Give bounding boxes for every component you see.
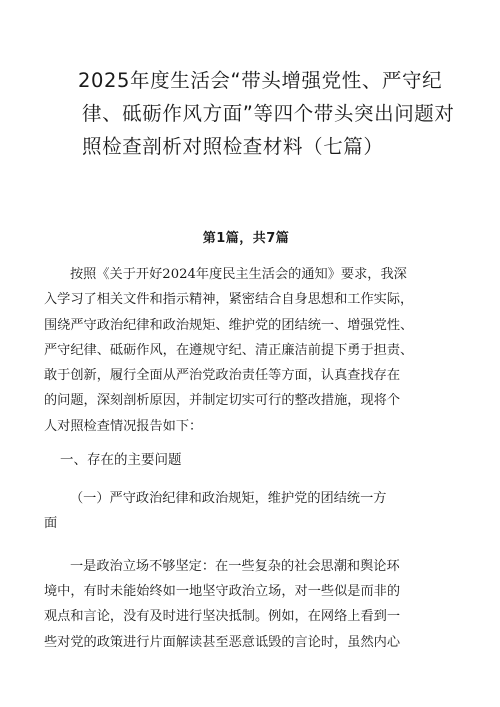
text-line: 一是政治立场不够坚定：在一些复杂的社会思潮和舆论环	[70, 558, 400, 574]
text-line: （一）严守政治纪律和政治规矩，维护党的团结统一方	[70, 491, 387, 507]
title-line: 照检查剖析对照检查材料（七篇）	[82, 135, 384, 158]
text-line: 入学习了相关文件和指示精神，紧密结合自身思想和工作实际，	[44, 292, 414, 308]
document-title	[44, 0, 455, 163]
text-line: 围绕严守政治纪律和政治规矩、维护党的团结统一、增强党性、	[44, 317, 414, 333]
title-line: 2025年度生活会“带头增强党性、严守纪	[78, 69, 443, 92]
document-body	[44, 262, 448, 655]
text-line: 严守纪律、砥砺作风，在遵规守纪、清正廉洁前提下勇于担责、	[44, 342, 414, 358]
text-line: 面	[44, 516, 58, 532]
text-line: 境中，有时未能始终如一地坚守政治立场，对一些似是而非的	[44, 583, 401, 599]
text-line: 些对党的政策进行片面解读甚至恶意诋毁的言论时，虽然内心	[44, 634, 401, 650]
text-line: 观点和言论，没有及时进行坚决抵制。例如，在网络上看到一	[44, 609, 401, 625]
text-line: 人对照检查情况报告如下：	[44, 418, 203, 434]
intro-paragraph	[44, 262, 448, 439]
part-label: 第1篇，共7篇	[202, 231, 290, 246]
body-paragraph	[44, 554, 448, 655]
section-heading: 一、存在的主要问题	[60, 452, 182, 469]
text-line: 按照《关于开好2024年度民主生活会的通知》要求，我深	[70, 267, 407, 282]
text-line: 的问题，深刻剖析原因，并制定切实可行的整改措施，现将个	[44, 393, 401, 409]
title-line: 律、砥砺作风方面”等四个带头突出问题对	[82, 102, 455, 125]
subsection-heading	[44, 486, 448, 537]
text-line: 敢于创新，履行全面从严治党政治责任等方面，认真查找存在	[44, 368, 401, 384]
